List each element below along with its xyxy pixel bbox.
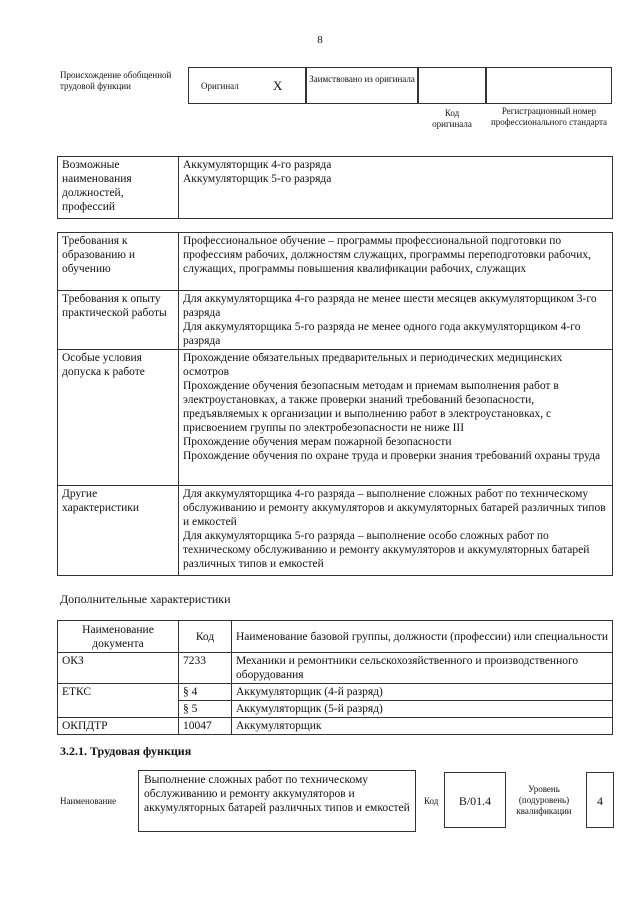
education-text [179, 233, 613, 291]
admission-line: Прохождение обязательных предварительных и периодических медицинских осмотров [183, 352, 563, 378]
experience-line: Для аккумуляторщика 5-го разряда не менее одного года аккумуляторщиком 4-го разряда [183, 321, 581, 347]
additional-title: Дополнительные характеристики [60, 592, 231, 606]
other-line: Для аккумуляторщика 5-го разряда – выполнение особо сложных работ по техническому обслуживанию и ремонту аккумуляторов и аккумуляторных батарей различных типов и емкостей [183, 530, 590, 570]
origin-borrowed-box: Заимствовано из оригинала [306, 67, 418, 104]
header-code: Код [179, 621, 232, 653]
name-cell: Механики и ремонтники сельскохозяйственного и производственного оборудования [232, 653, 613, 684]
other-text [179, 486, 613, 576]
name-cell: Аккумуляторщик (4-й разряд) [232, 684, 613, 701]
doc-cell: ОКПДТР [58, 718, 179, 735]
other-label: Другие характеристики [58, 486, 179, 576]
experience-label: Требования к опыту практической работы [58, 291, 179, 350]
doc-cell: ОКЗ [58, 653, 179, 684]
function-level-label: Уровень (подуровень) квалификации [516, 784, 572, 816]
name-cell: Аккумуляторщик (5-й разряд) [232, 701, 613, 718]
function-code-label: Код [424, 796, 439, 806]
origin-mark: X [273, 78, 283, 93]
origin-original-box [188, 67, 306, 104]
origin-label: Происхождение обобщенной трудовой функции [60, 70, 172, 91]
function-name-value: Выполнение сложных работ по техническому обслуживанию и ремонту аккумуляторов и аккумуляторных батарей различных типов и емкостей [138, 770, 416, 832]
origin-original-label: Оригинал [201, 81, 239, 91]
origin-reg-label: Регистрационный номер профессионального стандарта [490, 106, 608, 127]
position-item: Аккумуляторщик 5-го разряда [183, 173, 332, 185]
function-title: 3.2.1. Трудовая функция [60, 744, 192, 758]
code-cell: 7233 [179, 653, 232, 684]
admission-label: Особые условия допуска к работе [58, 350, 179, 486]
origin-code-label: Код оригинала [432, 108, 472, 129]
doc-cell: ЕТКС [58, 684, 179, 718]
header-doc: Наименование документа [58, 621, 179, 653]
requirements-table [57, 232, 613, 576]
position-item: Аккумуляторщик 4-го разряда [183, 159, 332, 171]
origin-reg-box [486, 67, 612, 104]
admission-text [179, 350, 613, 486]
function-code-value: B/01.4 [444, 772, 506, 828]
positions-values [179, 157, 613, 219]
positions-table [57, 156, 613, 219]
origin-code-box [418, 67, 486, 104]
name-cell: Аккумуляторщик [232, 718, 613, 735]
additional-table [57, 620, 613, 735]
admission-line: Прохождение обучения по охране труда и проверки знания требований охраны труда [183, 450, 601, 462]
function-name-label: Наименование [60, 796, 117, 806]
education-label: Требования к образованию и обучению [58, 233, 179, 291]
code-cell: § 5 [179, 701, 232, 718]
code-cell: 10047 [179, 718, 232, 735]
positions-label: Возможные наименования должностей, профессий [58, 157, 179, 219]
admission-line: Прохождение обучения мерам пожарной безопасности [183, 436, 452, 448]
other-line: Для аккумуляторщика 4-го разряда – выполнение сложных работ по техническому обслуживанию и ремонту аккумуляторов и аккумуляторных батарей различных типов и емкостей [183, 488, 606, 528]
code-cell: § 4 [179, 684, 232, 701]
page-number: 8 [317, 34, 323, 46]
education-line: Профессиональное обучение – программы профессиональной подготовки по профессиям рабочих, должностям служащих, программы переподготовки рабочих, служащих, программы повышения квалификации рабочих, служащих [183, 235, 591, 275]
admission-line: Прохождение обучения безопасным методам и приемам выполнения работ в электроустановках, а также проверки знаний требований безопасности, предъявляемых к организации и выполнению работ в электроустановках, с присвоением группы по электробезопасности не ниже III [183, 380, 559, 434]
experience-line: Для аккумуляторщика 4-го разряда не менее шести месяцев аккумуляторщиком 3-го разряда [183, 293, 597, 319]
function-level-value: 4 [586, 772, 614, 828]
experience-text [179, 291, 613, 350]
header-name: Наименование базовой группы, должности (профессии) или специальности [232, 621, 613, 653]
